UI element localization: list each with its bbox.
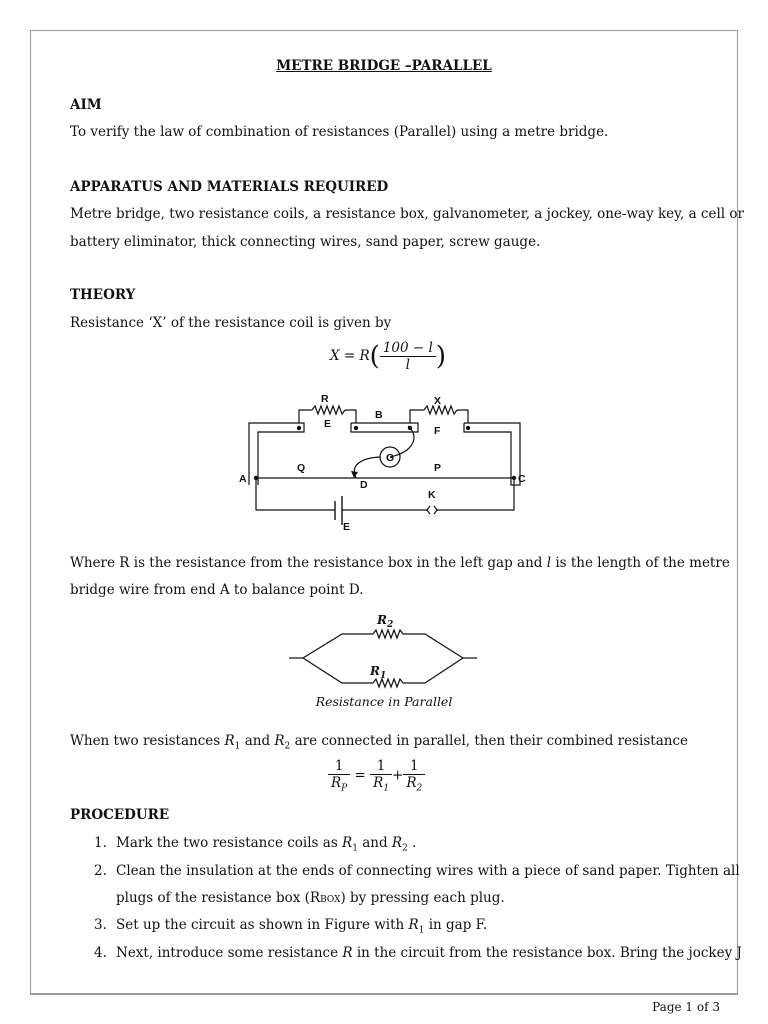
label-p: P — [434, 462, 442, 474]
apparatus-heading: APPARATUS AND MATERIALS REQUIRED — [70, 179, 389, 195]
procedure-item-1: 1. Mark the two resistance coils as $R_1$ and $R_2$ . — [94, 835, 417, 854]
label-e-bottom: E — [343, 521, 351, 533]
formula-denominator: l — [405, 357, 410, 373]
resistor-r — [312, 406, 345, 414]
page-title: METRE BRIDGE –PARALLEL — [276, 58, 492, 74]
metre-bridge-circuit-diagram — [230, 390, 540, 535]
theory-heading: THEORY — [70, 287, 136, 303]
where-line-2: bridge wire from end A to balance point D. — [70, 582, 364, 598]
combined-text: When two resistances $R_1$ and $R_2$ are connected in parallel, then their combined resistance — [70, 733, 689, 752]
apparatus-line-2: battery eliminator, thick connecting wires, sand paper, screw gauge. — [70, 234, 541, 250]
label-d: D — [360, 479, 368, 491]
parallel-caption: Resistance in Parallel — [315, 694, 453, 709]
where-line-1: Where R is the resistance from the resistance box in the left gap and l is the length of the metre — [70, 555, 730, 571]
resistor-x — [424, 406, 457, 414]
label-f: F — [434, 425, 441, 437]
apparatus-line-1: Metre bridge, two resistance coils, a resistance box, galvanometer, a jockey, one-way key, a cell or — [70, 206, 744, 222]
procedure-item-3: 3. Set up the circuit as shown in Figure with $R_1$ in gap F. — [94, 917, 488, 936]
formula-x: X = R( $\frac{100 - l}{l}$ ) — [330, 340, 446, 373]
formula-parallel: $\frac{1}{R_P}$ = $\frac{1}{R_1}$ + $\frac{1}{R_2}$ — [328, 758, 425, 794]
procedure-item-2: 2. Clean the insulation at the ends of connecting wires with a piece of sand paper. Tighten all — [94, 863, 740, 879]
formula-numerator: 100 − l — [380, 340, 436, 357]
parallel-resistance-diagram — [285, 608, 485, 693]
label-g: G — [386, 452, 395, 464]
procedure-item-2-line-2: plugs of the resistance box (RBOX) by pressing each plug. — [116, 890, 505, 906]
theory-intro: Resistance ‘X’ of the resistance coil is given by — [70, 315, 392, 331]
resistor-r2 — [373, 630, 403, 638]
formula-lhs: X = R — [330, 348, 370, 364]
label-a: A — [239, 473, 247, 485]
label-r1: $R_1$ — [370, 664, 387, 681]
label-k: K — [428, 489, 436, 501]
label-e-top: E — [324, 418, 332, 430]
strip-left — [249, 423, 304, 485]
label-r2: $R_2$ — [377, 613, 394, 630]
resistor-r1 — [373, 679, 403, 687]
page-number: Page 1 of 3 — [652, 1000, 720, 1014]
procedure-heading: PROCEDURE — [70, 807, 170, 823]
footer-divider — [30, 994, 738, 995]
aim-heading: AIM — [70, 97, 102, 113]
procedure-item-4: 4. Next, introduce some resistance R in the circuit from the resistance box. Bring the jockey J — [94, 945, 742, 961]
label-c: C — [518, 473, 526, 485]
label-x: X — [434, 395, 442, 407]
label-b: B — [375, 409, 383, 421]
label-r: R — [321, 393, 329, 405]
label-q: Q — [297, 462, 306, 474]
aim-text: To verify the law of combination of resistances (Parallel) using a metre bridge. — [70, 124, 609, 140]
strip-right — [464, 423, 520, 485]
